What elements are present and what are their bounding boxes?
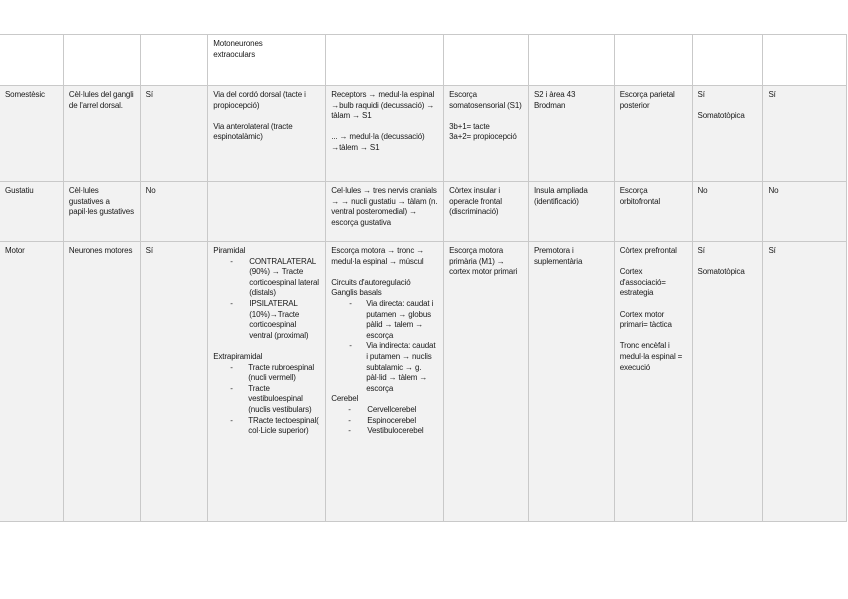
- table-cell: [444, 86, 529, 182]
- list-item: - Vestibulocerebel: [331, 426, 438, 437]
- table-cell: [63, 35, 140, 86]
- table-cell: [326, 242, 444, 522]
- table-row: [0, 242, 847, 522]
- table-cell: [692, 35, 763, 86]
- table-cell: Insula ampliada (identificació): [528, 182, 614, 242]
- table-cell: No: [763, 182, 847, 242]
- table-cell: Escorça motora primària (M1) → cortex motor primari: [444, 242, 529, 522]
- senses-comparison-table: [0, 34, 847, 522]
- table-row: [0, 182, 847, 242]
- list-item: - Tracte vestibuloespinal (nuclis vestibulars): [213, 384, 320, 416]
- table-cell: [208, 86, 326, 182]
- cell-text: extraoculars: [213, 49, 256, 59]
- cell-text: Cortex motor primari= tàctica: [619, 309, 672, 330]
- list-item: - IPSILATERAL (10%)→Tracte corticoespinal ventral (proximal): [213, 299, 320, 341]
- table-cell: Sí: [140, 242, 208, 522]
- table-cell: [692, 86, 763, 182]
- table-cell: No: [140, 182, 208, 242]
- cell-text: 3a+2= propiocepció: [449, 132, 517, 142]
- table-cell: Sí: [763, 242, 847, 522]
- cell-text: Receptors → medul·la espinal →bulb raquidi (decussació) → tàlam → S1: [331, 90, 437, 121]
- cell-text: Via del cordó dorsal (tacte i propiocepció): [213, 90, 308, 110]
- cell-text: Còrtex prefrontal: [619, 246, 677, 255]
- table-cell: Neurones motores: [63, 242, 140, 522]
- cell-text: Circuits d'autoregulació: [331, 277, 411, 287]
- table-cell: [528, 35, 614, 86]
- cell-text: Somatotòpica: [697, 267, 745, 277]
- cell-text: 3b+1= tacte: [449, 121, 490, 131]
- table-row: [0, 35, 847, 86]
- table-cell: Escorça orbitofrontal: [614, 182, 692, 242]
- table-cell: No: [692, 182, 763, 242]
- cell-text: Tronc encèfal i medul·la espinal = execució: [619, 341, 685, 372]
- table-cell: Cèl·lules del gangli de l'arrel dorsal.: [63, 86, 140, 182]
- list-item: - Tracte rubroespinal (nucli vermell): [213, 363, 320, 384]
- table-cell: [763, 35, 847, 86]
- cell-text: Motoneurones: [213, 39, 263, 48]
- table-cell: [692, 242, 763, 522]
- table-cell: [614, 242, 692, 522]
- list-item: - Via indirecta: caudat i putamen → nuclis subtalamic → g. pàl·lid → tàlem → escorça: [331, 341, 438, 394]
- cell-text: Ganglis basals: [331, 288, 382, 298]
- table-cell: Cèl·lules gustatives a papil·les gustatives: [63, 182, 140, 242]
- cell-text: Somatotòpica: [697, 111, 745, 121]
- table-row: [0, 86, 847, 182]
- list-item: - CONTRALATERAL (90%) → Tracte corticoespinal lateral (distals): [213, 257, 320, 299]
- cell-text: Escorça somatosensorial (S1): [449, 90, 522, 110]
- table-cell: [208, 35, 326, 86]
- cell-text: Piramidal: [213, 246, 246, 255]
- cell-text: ... → medul·la (decussació) →tàlem → S1: [331, 132, 427, 152]
- cell-text: Escorça motora → tronc → medul·la espinal → múscul: [331, 246, 427, 266]
- cell-text: Sí: [697, 90, 705, 99]
- table-cell: Sí: [140, 86, 208, 182]
- table-cell: [326, 35, 444, 86]
- table-cell: Cel·lules → tres nervis cranials → → nucli gustatiu → tàlam (n. ventral posteromedial) → escorça gustativa: [326, 182, 444, 242]
- table-cell: Premotora i suplementària: [528, 242, 614, 522]
- list-item: - Espinocerebel: [331, 416, 438, 427]
- modality-cell: Motor: [0, 242, 63, 522]
- table-cell: [140, 35, 208, 86]
- table-cell: Sí: [763, 86, 847, 182]
- table-cell: S2 i àrea 43 Brodman: [528, 86, 614, 182]
- table-cell: [0, 35, 63, 86]
- modality-cell: Somestèsic: [0, 86, 63, 182]
- cell-text: Sí: [697, 246, 705, 255]
- cell-text: Extrapiramidal: [213, 351, 263, 361]
- table-cell: [208, 182, 326, 242]
- table-cell: Còrtex insular i operacle frontal (discriminació): [444, 182, 529, 242]
- list-item: - TRacte tectoespinal( col·Licle superior): [213, 416, 320, 437]
- table-cell: [326, 86, 444, 182]
- cell-text: Cerebel: [331, 394, 359, 404]
- table-cell: [614, 35, 692, 86]
- table-cell: [208, 242, 326, 522]
- cell-text: Via anterolateral (tracte espinotalàmic): [213, 121, 295, 142]
- list-item: - Via directa: caudat i putamen → globus pàlid → talem → escorça: [331, 299, 438, 341]
- list-item: - Cervellcerebel: [331, 405, 438, 416]
- cell-text: Cortex d'associació= estrategia: [619, 267, 668, 298]
- table-cell: Escorça parietal posterior: [614, 86, 692, 182]
- table-cell: [444, 35, 529, 86]
- modality-cell: Gustatiu: [0, 182, 63, 242]
